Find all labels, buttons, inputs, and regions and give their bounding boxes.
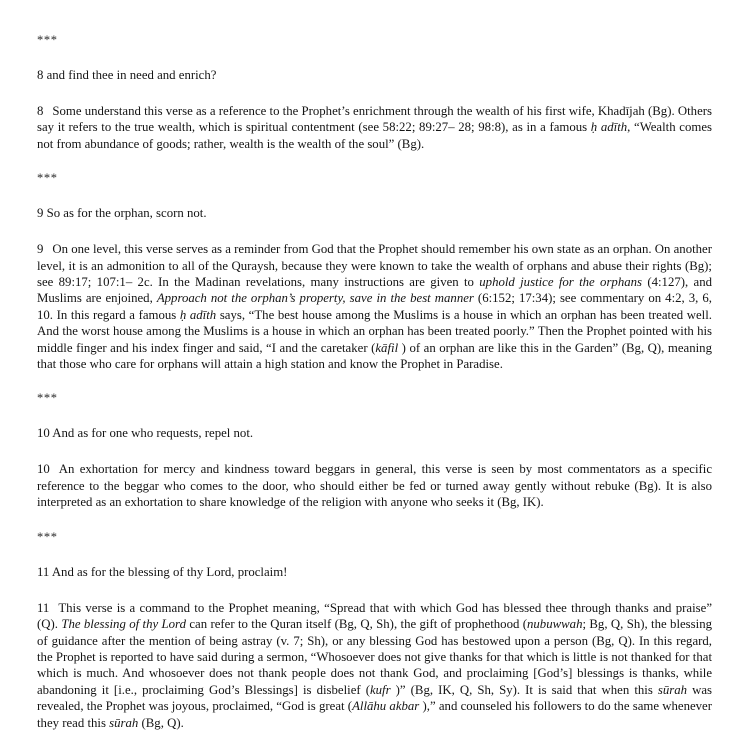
commentary-11: [37, 600, 712, 731]
commentary-number: 10: [37, 462, 50, 477]
emphasis-text: The blessing of thy Lord: [61, 617, 186, 632]
body-text: (6:152; 17:34); see commentary on 4:2, 3, 6, 10. In this regard a famous: [37, 291, 713, 322]
emphasis-text: Approach not the orphan’s property, save in the best manner: [156, 291, 474, 306]
emphasis-text: ḥ adīth: [590, 120, 628, 135]
verse-8: 8 and find thee in need and enrich?: [37, 68, 217, 82]
body-text: was revealed, the Prophet was joyous, proclaimed, “God is great (: [37, 682, 712, 714]
section-separator: ***: [37, 391, 58, 406]
body-text: ; Bg, Q, Sh), the blessing of guidance after the mention of being astray (v. 7; Sh), or any blessing God has bestowed upon a person (Bg, Q). In this regard, the Prophet is reported to have said during a sermon, “Whosoever does not give thanks for that which is little is not thanked for that which is much. And whosoever does not thank people does not thank God, and proclaiming [God’s] blessings is thanks, while abandoning it [i.e., proclaiming God’s Blessings] is disbelief (: [37, 617, 712, 697]
section-separator: ***: [37, 529, 58, 544]
commentary-8: [37, 103, 712, 152]
commentary-number: 11: [37, 600, 50, 615]
body-text: This verse is a command to the Prophet meaning, “Spread that with which God has blessed thee through thanks and praise” (Q).: [37, 600, 712, 632]
emphasis-text: Allāhu akbar: [352, 699, 420, 714]
body-text: can refer to the Quran itself (Bg, Q, Sh), the gift of prophethood (: [185, 617, 527, 632]
verse-9: 9 So as for the orphan, scorn not.: [37, 206, 207, 221]
body-text: , “Wealth comes not from abundance of goods; rather, wealth is the wealth of the soul” (Bg).: [37, 120, 712, 151]
body-text: (4:127), and Muslims are enjoined,: [37, 275, 712, 306]
body-text: Some understand this verse as a reference to the Prophet’s enrichment through the wealth of his first wife, Khadījah (Bg). Others say it refers to the true wealth, which is spiritual contentment (see 58:22; 89:27– 28; 98:8), as in a famous: [37, 104, 712, 135]
body-text: On one level, this verse serves as a reminder from God that the Prophet should remember his own state as an orphan. On another level, it is an admonition to all of the Quraysh, because they were known to take the wealth of orphans and abuse their rights (Bg); see 89:17; 107:1– 2c. In the Madinan revelations, many instructions are given to: [37, 242, 712, 290]
body-text: ),” and counseled his followers to do the same whenever they read this: [37, 699, 712, 730]
commentary-number: 8: [37, 104, 44, 118]
emphasis-text: ḥ adīth: [179, 307, 217, 322]
body-text: (Bg, Q).: [138, 715, 184, 730]
emphasis-text: kufr: [369, 682, 391, 697]
commentary-9: [37, 241, 712, 372]
section-separator: ***: [37, 33, 58, 47]
body-text: )” (Bg, IK, Q, Sh, Sy). It is said that when this: [390, 682, 658, 697]
emphasis-text: kāfil: [375, 340, 399, 355]
commentary-10: [37, 461, 712, 510]
body-text: An exhortation for mercy and kindness toward beggars in general, this verse is seen by most commentators as a specific reference to the beggar who comes to the door, who should either be fed or turned away gently without rebuke (Bg). It is also interpreted as an exhortation to share knowledge of the religion with anyone who seeks it (Bg, IK).: [37, 462, 712, 510]
section-separator: ***: [37, 171, 58, 186]
page-content: [37, 33, 712, 731]
commentary-number: 9: [37, 242, 44, 257]
verse-10: 10 And as for one who requests, repel not.: [37, 426, 254, 441]
body-text: ) of an orphan are like this in the Garden” (Bg, Q), meaning that those who care for orphans will attain a high station and know the Prophet in Paradise.: [37, 340, 712, 372]
body-text: says, “The best house among the Muslims is a house in which an orphan has been treated well. And the worst house among the Muslims is a house in which an orphan has been treated poorly.” Then the Prophet pointed with his middle finger and his index finger and said, “I and the caretaker (: [37, 307, 712, 355]
verse-11: 11 And as for the blessing of thy Lord, proclaim!: [37, 564, 288, 579]
emphasis-text: sūrah: [109, 715, 139, 730]
emphasis-text: nubuwwah: [527, 617, 583, 632]
emphasis-text: sūrah: [657, 682, 688, 697]
emphasis-text: uphold justice for the orphans: [479, 275, 643, 290]
